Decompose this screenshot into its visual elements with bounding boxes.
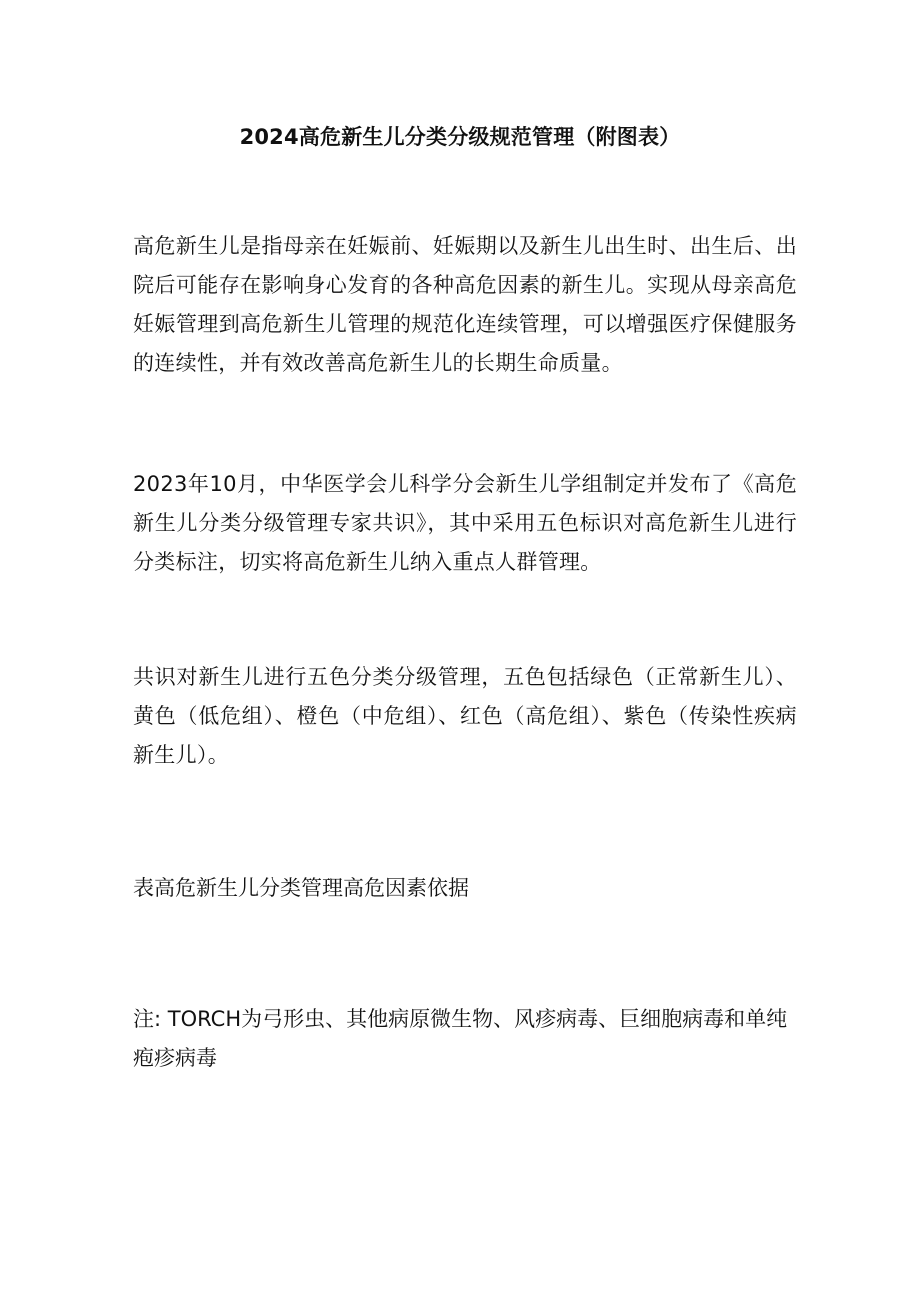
table-note: 注: TORCH为弓形虫、其他病原微生物、风疹病毒、巨细胞病毒和单纯疱疹病毒 [133,1007,788,1070]
document-title: 2024高危新生儿分类分级规范管理（附图表） [239,125,681,149]
paragraph-definition: 高危新生儿是指母亲在妊娠前、妊娠期以及新生儿出生时、出生后、出院后可能存在影响身心发育的各种高危因素的新生儿。实现从母亲高危妊娠管理到高危新生儿管理的规范化连续管理，可以增强医疗保健服务的连续性，并有效改善高危新生儿的长期生命质量。 [133,234,797,375]
table-caption: 表高危新生儿分类管理高危因素依据 [133,876,469,900]
paragraph-consensus: 2023年10月，中华医学会儿科学分会新生儿学组制定并发布了《高危新生儿分类分级管理专家共识》，其中采用五色标识对高危新生儿进行分类标注，切实将高危新生儿纳入重点人群管理。 [133,472,797,574]
paragraph-five-colors: 共识对新生儿进行五色分类分级管理，五色包括绿色（正常新生儿）、黄色（低危组）、橙色（中危组）、红色（高危组）、紫色（传染性疾病新生儿）。 [133,665,797,767]
